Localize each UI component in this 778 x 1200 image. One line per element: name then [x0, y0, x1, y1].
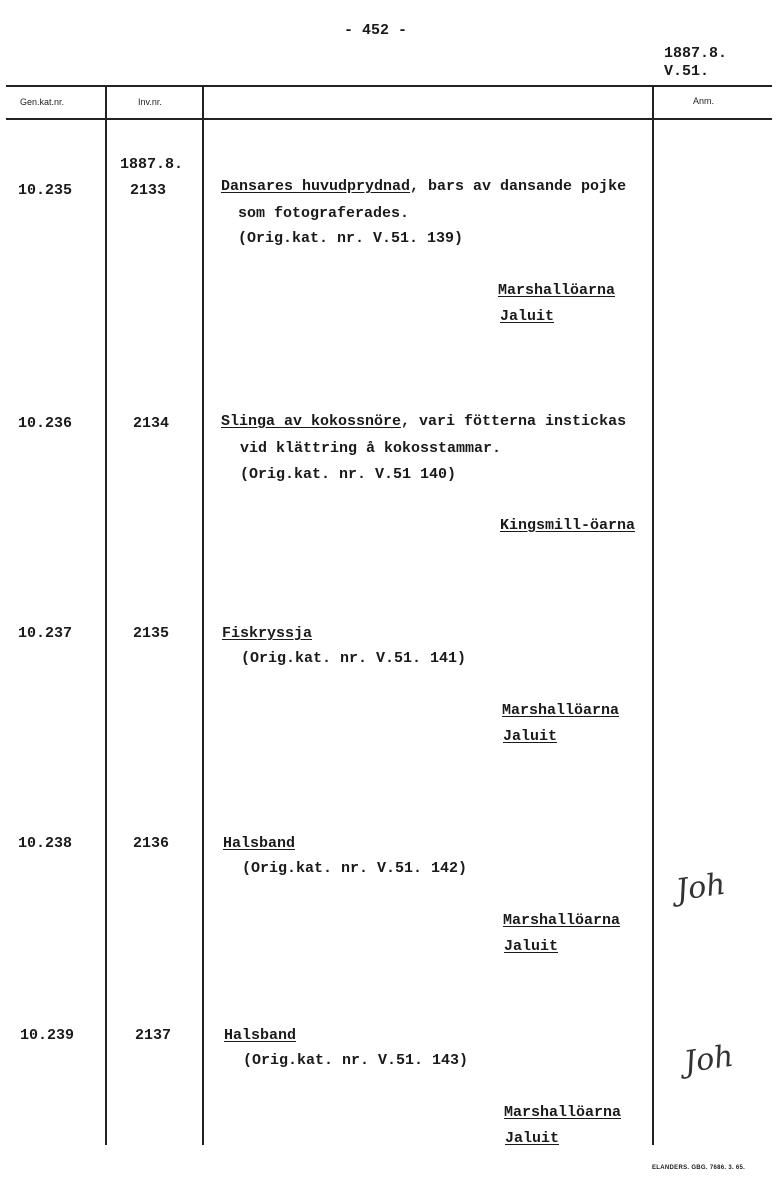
original-catalog-ref: (Orig.kat. nr. V.51. 143)	[243, 1052, 469, 1069]
object-name: Fiskryssja	[222, 625, 313, 642]
page-number: - 452 -	[344, 22, 408, 39]
header-top-rule	[6, 85, 772, 87]
object-description-cont: vid klättring å kokosstammar.	[240, 440, 502, 457]
object-name: Slinga av kokossnöre	[221, 413, 402, 430]
object-description-cont: som fotograferades.	[238, 205, 410, 222]
inventory-number: 2137	[135, 1027, 172, 1044]
object-title-line	[221, 178, 626, 195]
object-name: Halsband	[223, 835, 296, 852]
locality-site: Jaluit	[500, 308, 555, 325]
header-bottom-rule	[6, 118, 772, 120]
handwritten-initials: Joh	[673, 866, 728, 909]
original-catalog-ref: (Orig.kat. nr. V.51. 139)	[238, 230, 464, 247]
locality-site: Jaluit	[505, 1130, 560, 1147]
locality-region: Marshallöarna	[502, 702, 620, 719]
original-catalog-ref: (Orig.kat. nr. V.51 140)	[240, 466, 457, 483]
corner-collection: V.51.	[664, 63, 710, 80]
column-divider-3	[652, 85, 654, 1145]
object-description: , bars av dansande pojke	[410, 178, 627, 195]
gen-kat-number: 10.239	[20, 1027, 75, 1044]
locality-region: Marshallöarna	[503, 912, 621, 929]
object-name: Dansares huvudprydnad	[221, 178, 411, 195]
inventory-number: 2135	[133, 625, 170, 642]
gen-kat-number: 10.238	[18, 835, 73, 852]
inventory-number: 2136	[133, 835, 170, 852]
locality-site: Jaluit	[504, 938, 559, 955]
object-name: Halsband	[224, 1027, 297, 1044]
object-title-line	[223, 835, 295, 852]
header-inv-nr: Inv.nr.	[138, 97, 162, 107]
locality-region: Marshallöarna	[498, 282, 616, 299]
header-anm: Anm.	[693, 96, 715, 106]
printer-imprint: ELANDERS. GBG. 7686. 3. 65.	[652, 1165, 746, 1171]
locality-region: Kingsmill-öarna	[500, 517, 636, 534]
inventory-number: 2134	[133, 415, 170, 432]
object-title-line	[224, 1027, 296, 1044]
object-title-line	[221, 413, 626, 430]
original-catalog-ref: (Orig.kat. nr. V.51. 141)	[241, 650, 467, 667]
inventory-number: 2133	[130, 182, 167, 199]
column-divider-2	[202, 85, 204, 1145]
acquisition-date: 1887.8.	[120, 156, 184, 173]
locality-site: Jaluit	[503, 728, 558, 745]
object-description: , vari fötterna instickas	[401, 413, 627, 430]
object-title-line	[222, 625, 312, 642]
locality-region: Marshallöarna	[504, 1104, 622, 1121]
original-catalog-ref: (Orig.kat. nr. V.51. 142)	[242, 860, 468, 877]
corner-date: 1887.8.	[664, 45, 728, 62]
gen-kat-number: 10.235	[18, 182, 73, 199]
column-divider-1	[105, 85, 107, 1145]
gen-kat-number: 10.236	[18, 415, 73, 432]
gen-kat-number: 10.237	[18, 625, 73, 642]
handwritten-initials: Joh	[681, 1038, 736, 1081]
header-gen-kat-nr: Gen.kat.nr.	[20, 97, 65, 107]
